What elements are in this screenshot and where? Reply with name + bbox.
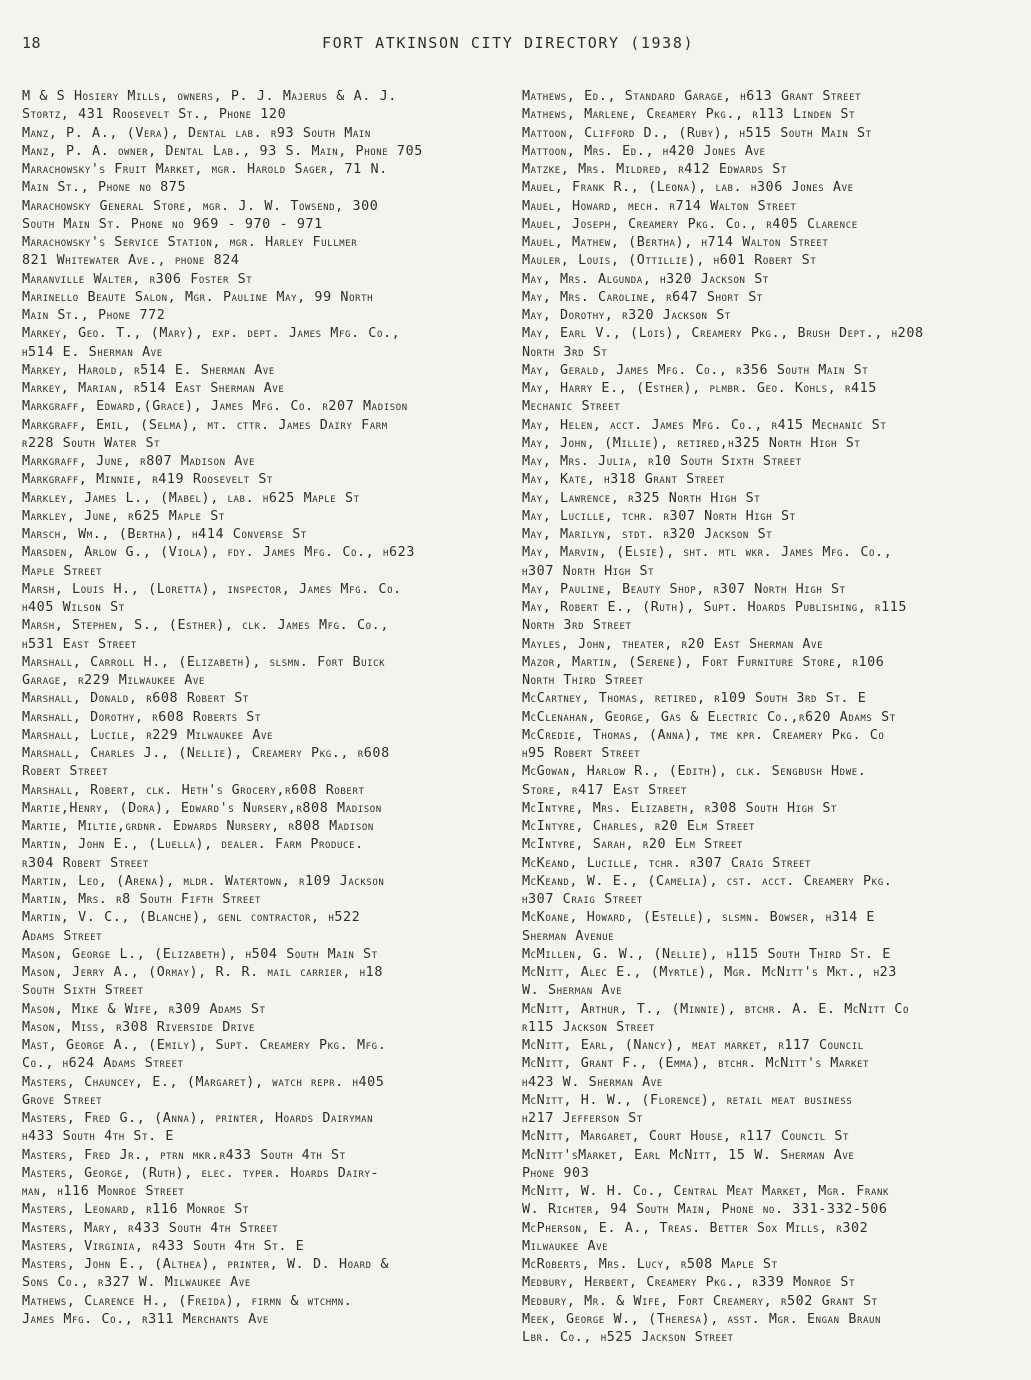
entry-line: May, Robert E., (Ruth), Supt. Hoards Publishing, r115 <box>522 600 908 615</box>
entry-line: Mason, Mike & Wife, r309 Adams St <box>22 1001 266 1017</box>
entry-continuation-line: r304 Robert Street <box>22 855 149 871</box>
entry-line: Martin, John E., (Luella), dealer. Farm Produce. <box>22 837 364 853</box>
directory-entry <box>522 325 1017 362</box>
directory-column-left <box>22 88 512 1329</box>
directory-entry <box>22 873 512 891</box>
entry-line: Marshall, Lucile, r229 Milwaukee Ave <box>22 727 274 743</box>
directory-entry <box>522 599 1017 636</box>
directory-entry <box>522 453 1017 471</box>
entry-line: Markey, Harold, r514 E. Sherman Ave <box>22 362 275 378</box>
entry-line: Martie,Henry, (Dora), Edward's Nursery,r808 Madison <box>22 800 382 816</box>
directory-entry <box>522 1092 1017 1129</box>
entry-line: McNitt, Margaret, Court House, r117 Council St <box>522 1129 850 1145</box>
entry-line: McMillen, G. W., (Nellie), h115 South Third St. E <box>522 946 891 962</box>
entry-line: May, Earl V., (Lois), Creamery Pkg., Brush Dept., h208 <box>522 326 924 342</box>
entry-line: McIntyre, Mrs. Elizabeth, r308 South High St <box>522 800 838 816</box>
entry-line: McRoberts, Mrs. Lucy, r508 Maple St <box>522 1257 778 1272</box>
page-header <box>22 34 1009 54</box>
directory-entry <box>522 1256 1017 1274</box>
entry-line: Mattoon, Mrs. Ed., h420 Jones Ave <box>522 143 766 159</box>
page-number: 18 <box>22 34 42 52</box>
entry-line: May, Pauline, Beauty Shop, r307 North High St <box>522 581 846 597</box>
directory-entry <box>522 490 1017 508</box>
directory-entry <box>22 143 512 161</box>
directory-entry <box>22 1110 512 1147</box>
entry-line: Masters, George, (Ruth), elec. typer. Hoards Dairy- <box>22 1165 380 1181</box>
entry-continuation-line: James Mfg. Co., r311 Merchants Ave <box>22 1311 269 1327</box>
entry-line: May, Mrs. Julia, r10 South Sixth Street <box>522 454 802 469</box>
directory-entry <box>22 125 512 143</box>
entry-continuation-line: South Main St. Phone no 969 - 970 - 971 <box>22 216 323 232</box>
entry-continuation-line: Robert Street <box>22 764 109 780</box>
directory-entry <box>522 198 1017 216</box>
directory-entry <box>22 1220 512 1238</box>
entry-line: McNitt, H. W., (Florence), retail meat business <box>522 1092 853 1108</box>
entry-line: McKeand, W. E., (Camelia), cst. acct. Creamery Pkg. <box>522 873 893 889</box>
directory-entry <box>22 289 512 326</box>
directory-entry <box>522 1293 1017 1311</box>
entry-line: McKoane, Howard, (Estelle), slsmn. Bowser, h314 E <box>522 910 876 926</box>
entry-continuation-line: Co., h624 Adams Street <box>22 1056 184 1072</box>
entry-continuation-line: W. Richter, 94 South Main, Phone no. 331-332-506 <box>522 1202 888 1218</box>
directory-entry <box>522 380 1017 417</box>
directory-entry <box>522 526 1017 544</box>
directory-entry <box>522 88 1017 106</box>
directory-entry <box>22 818 512 836</box>
entry-continuation-line: North 3rd Street <box>522 618 632 634</box>
entry-continuation-line: h307 Craig Street <box>522 892 643 907</box>
entry-line: McIntyre, Charles, r20 Elm Street <box>522 819 755 834</box>
entry-line: Marsh, Louis H., (Loretta), inspector, James Mfg. Co. <box>22 581 402 597</box>
directory-entry <box>522 1147 1017 1184</box>
entry-line: McIntyre, Sarah, r20 Elm Street <box>522 837 743 853</box>
entry-continuation-line: r228 South Water St <box>22 435 161 451</box>
directory-entry <box>522 818 1017 836</box>
directory-entry <box>522 252 1017 270</box>
entry-line: McPherson, E. A., Treas. Better Sox Mills, r302 <box>522 1220 869 1236</box>
entry-continuation-line: 821 Whitewater Ave., phone 824 <box>22 253 240 269</box>
directory-entry <box>522 855 1017 873</box>
entry-continuation-line: Garage, r229 Milwaukee Ave <box>22 673 205 688</box>
entry-line: Masters, Fred Jr., ptrn mkr.r433 South 4th St <box>22 1147 346 1163</box>
entry-line: Mauel, Frank R., (Leona), lab. h306 Jones Ave <box>522 180 854 196</box>
directory-entry <box>22 398 512 416</box>
directory-entry <box>522 1055 1017 1092</box>
directory-entry <box>22 417 512 454</box>
entry-continuation-line: man, h116 Monroe Street <box>22 1184 185 1199</box>
directory-entry <box>22 198 512 235</box>
entry-continuation-line: h531 East Street <box>22 636 137 652</box>
entry-continuation-line: Maple Street <box>22 563 103 579</box>
directory-entry <box>522 1183 1017 1220</box>
directory-entry <box>22 745 512 782</box>
entry-line: McNitt, W. H. Co., Central Meat Market, Mgr. Frank <box>522 1184 890 1199</box>
entry-continuation-line: h405 Wilson St <box>22 600 125 615</box>
entry-continuation-line: h307 North High St <box>522 563 655 579</box>
entry-line: Mattoon, Clifford D., (Ruby), h515 South Main St <box>522 125 872 141</box>
directory-entry <box>522 836 1017 854</box>
directory-column-right <box>522 88 1017 1347</box>
directory-entry <box>522 636 1017 654</box>
entry-continuation-line: h514 E. Sherman Ave <box>22 344 163 360</box>
entry-continuation-line: W. Sherman Ave <box>522 983 623 999</box>
entry-continuation-line: North 3rd St <box>522 344 608 360</box>
entry-continuation-line: South Sixth Street <box>22 983 144 999</box>
entry-line: Medbury, Mr. & Wife, Fort Creamery, r502 Grant St <box>522 1293 878 1309</box>
entry-line: Maranville Walter, r306 Foster St <box>22 271 253 287</box>
entry-continuation-line: Sherman Avenue <box>522 928 615 944</box>
entry-line: Masters, Leonard, r116 Monroe St <box>22 1202 249 1218</box>
directory-entry <box>22 271 512 289</box>
entry-line: Mauel, Joseph, Creamery Pkg. Co., r405 Clarence <box>522 216 858 232</box>
entry-line: Matzke, Mrs. Mildred, r412 Edwards St <box>522 162 787 177</box>
entry-line: Mathews, Ed., Standard Garage, h613 Grant Street <box>522 89 862 104</box>
directory-entry <box>522 654 1017 691</box>
directory-entry <box>522 417 1017 435</box>
entry-line: Manz, P. A., (Vera), Dental lab. r93 South Main <box>22 125 371 141</box>
directory-entry <box>22 453 512 471</box>
directory-entry <box>22 891 512 909</box>
entry-line: McCredie, Thomas, (Anna), tme kpr. Creamery Pkg. Co <box>522 727 885 743</box>
entry-line: May, Lucille, tchr. r307 North High St <box>522 508 796 524</box>
directory-entry <box>522 763 1017 800</box>
directory-entry <box>522 581 1017 599</box>
running-head-title: FORT ATKINSON CITY DIRECTORY (1938) <box>322 34 695 52</box>
directory-entry <box>22 490 512 508</box>
directory-entry <box>522 435 1017 453</box>
directory-entry <box>522 362 1017 380</box>
entry-line: Marshall, Charles J., (Nellie), Creamery Pkg., r608 <box>22 746 390 761</box>
entry-line: May, Helen, acct. James Mfg. Co., r415 Mechanic St <box>522 417 887 433</box>
directory-entry <box>22 727 512 745</box>
entry-line: McKeand, Lucille, tchr. r307 Craig Street <box>522 855 812 871</box>
directory-entry <box>22 1238 512 1256</box>
entry-continuation-line: Milwaukee Ave <box>522 1238 609 1254</box>
entry-line: McGowan, Harlow R., (Edith), clk. Sengbush Hdwe. <box>522 764 867 780</box>
entry-line: McNitt, Alec E., (Myrtle), Mgr. McNitt's Mkt., h23 <box>522 965 897 980</box>
entry-line: Mast, George A., (Emily), Supt. Creamery Pkg. Mfg. <box>22 1038 387 1053</box>
directory-entry <box>22 234 512 271</box>
entry-line: May, Dorothy, r320 Jackson St <box>522 308 731 323</box>
directory-entry <box>22 1037 512 1074</box>
directory-entry <box>22 325 512 362</box>
entry-line: Meek, George W., (Theresa), asst. Mgr. Engan Braun <box>522 1311 882 1327</box>
directory-entry <box>22 544 512 581</box>
directory-entry <box>522 125 1017 143</box>
entry-line: Martin, Mrs. r8 South Fifth Street <box>22 892 261 907</box>
entry-line: Marachowsky General Store, mgr. J. W. Towsend, 300 <box>22 198 379 214</box>
directory-entry <box>522 964 1017 1001</box>
entry-continuation-line: Sons Co., r327 W. Milwaukee Ave <box>22 1275 251 1291</box>
entry-line: May, Kate, h318 Grant Street <box>522 472 725 488</box>
entry-line: Markey, Marian, r514 East Sherman Ave <box>22 381 285 396</box>
entry-line: May, Mrs. Caroline, r647 Short St <box>522 289 763 305</box>
directory-entry <box>22 1001 512 1019</box>
directory-entry <box>522 106 1017 124</box>
directory-entry <box>22 471 512 489</box>
directory-entry <box>522 946 1017 964</box>
entry-continuation-line: h423 W. Sherman Ave <box>522 1074 663 1090</box>
entry-line: Masters, Mary, r433 South 4th Street <box>22 1220 279 1236</box>
directory-entry <box>22 782 512 800</box>
entry-continuation-line: h433 South 4th St. E <box>22 1129 175 1145</box>
directory-entry <box>22 362 512 380</box>
entry-continuation-line: Mechanic Street <box>522 399 621 415</box>
directory-entry <box>522 471 1017 489</box>
entry-continuation-line: Stortz, 431 Roosevelt St., Phone 120 <box>22 107 287 123</box>
directory-entry <box>522 289 1017 307</box>
entry-line: McClenahan, George, Gas & Electric Co.,r620 Adams St <box>522 709 896 725</box>
directory-entry <box>522 709 1017 727</box>
entry-line: M & S Hosiery Mills, owners, P. J. Majerus & A. J. <box>22 89 397 104</box>
entry-line: Masters, John E., (Althea), printer, W. D. Hoard & <box>22 1257 390 1272</box>
directory-entry <box>22 88 512 125</box>
entry-line: Markey, Geo. T., (Mary), exp. dept. James Mfg. Co., <box>22 326 401 342</box>
directory-entry <box>522 1037 1017 1055</box>
entry-line: Mayles, John, theater, r20 East Sherman Ave <box>522 636 824 652</box>
directory-entry <box>22 946 512 964</box>
directory-entry <box>22 1147 512 1165</box>
entry-continuation-line: Main St., Phone no 875 <box>22 180 187 196</box>
directory-entry <box>522 179 1017 197</box>
entry-continuation-line: North Third Street <box>522 673 644 688</box>
entry-line: Markgraff, Minnie, r419 Roosevelt St <box>22 472 274 488</box>
entry-line: McNitt, Earl, (Nancy), meat market, r117 Council <box>522 1038 864 1053</box>
entry-line: Marshall, Carroll H., (Elizabeth), slsmn. Fort Buick <box>22 654 386 670</box>
entry-line: Masters, Fred G., (Anna), printer, Hoards Dairyman <box>22 1111 374 1126</box>
directory-entry <box>22 964 512 1001</box>
directory-entry <box>22 690 512 708</box>
entry-continuation-line: Phone 903 <box>522 1165 590 1181</box>
entry-line: May, Gerald, James Mfg. Co., r356 South Main St <box>522 362 869 378</box>
entry-continuation-line: Lbr. Co., h525 Jackson Street <box>522 1330 734 1345</box>
entry-line: Mason, George L., (Elizabeth), h504 South Main St <box>22 946 378 962</box>
entry-line: Marshall, Dorothy, r608 Roberts St <box>22 709 261 725</box>
directory-entry <box>522 508 1017 526</box>
entry-line: May, Mrs. Algunda, h320 Jackson St <box>522 271 769 287</box>
directory-entry <box>522 544 1017 581</box>
entry-continuation-line: r115 Jackson Street <box>522 1019 655 1035</box>
entry-line: Martie, Miltie,grdnr. Edwards Nursery, r808 Madison <box>22 819 374 834</box>
entry-line: McNitt, Arthur, T., (Minnie), btchr. A. E. McNitt Co <box>522 1001 909 1017</box>
directory-entry <box>522 161 1017 179</box>
directory-entry <box>22 617 512 654</box>
directory-entry <box>22 526 512 544</box>
entry-line: Mathews, Marlene, Creamery Pkg., r113 Linden St <box>522 107 856 123</box>
entry-line: Mauel, Mathew, (Bertha), h714 Walton Street <box>522 235 829 250</box>
entry-line: May, Lawrence, r325 North High St <box>522 490 761 506</box>
directory-entry <box>22 800 512 818</box>
entry-continuation-line: h217 Jefferson St <box>522 1111 643 1126</box>
directory-entry <box>22 161 512 198</box>
entry-line: Manz, P. A. owner, Dental Lab., 93 S. Main, Phone 705 <box>22 143 423 159</box>
directory-entry <box>22 1165 512 1202</box>
entry-line: Marsden, Arlow G., (Viola), fdy. James Mfg. Co., h623 <box>22 545 415 561</box>
entry-line: Mauler, Louis, (Ottillie), h601 Robert St <box>522 253 817 269</box>
directory-entry <box>522 143 1017 161</box>
entry-line: Mason, Jerry A., (Ormay), R. R. mail carrier, h18 <box>22 965 383 980</box>
entry-line: Masters, Chauncey, E., (Margaret), watch repr. h405 <box>22 1074 385 1090</box>
directory-entry <box>22 654 512 691</box>
entry-line: Martin, Leo, (Arena), mldr. Watertown, r109 Jackson <box>22 873 385 889</box>
entry-line: Markgraff, June, r807 Madison Ave <box>22 454 255 469</box>
entry-continuation-line: Adams Street <box>22 928 103 944</box>
directory-entry <box>522 271 1017 289</box>
directory-entry <box>22 1293 512 1330</box>
entry-continuation-line: h95 Robert Street <box>522 746 641 761</box>
entry-line: May, John, (Millie), retired,h325 North High St <box>522 435 861 451</box>
entry-continuation-line: Grove Street <box>22 1092 103 1108</box>
entry-line: Markgraff, Emil, (Selma), mt. cttr. James Dairy Farm <box>22 417 388 433</box>
entry-line: Marachowsky's Service Station, mgr. Harley Fullmer <box>22 235 358 250</box>
entry-line: McCartney, Thomas, retired, r109 South 3rd St. E <box>522 691 867 707</box>
directory-entry <box>522 307 1017 325</box>
directory-entry <box>522 216 1017 234</box>
entry-line: Markley, James L., (Mabel), lab. h625 Maple St <box>22 490 360 506</box>
directory-entry <box>522 727 1017 764</box>
entry-line: May, Marilyn, stdt. r320 Jackson St <box>522 527 773 542</box>
directory-entry <box>22 508 512 526</box>
directory-entry <box>22 581 512 618</box>
entry-line: Medbury, Herbert, Creamery Pkg., r339 Monroe St <box>522 1275 856 1291</box>
directory-entry <box>22 909 512 946</box>
directory-entry <box>522 800 1017 818</box>
entry-line: Markgraff, Edward,(Grace), James Mfg. Co. r207 Madison <box>22 399 408 415</box>
directory-entry <box>522 1220 1017 1257</box>
directory-entry <box>522 1001 1017 1038</box>
entry-line: Marsch, Wm., (Bertha), h414 Converse St <box>22 527 307 542</box>
directory-entry <box>22 1074 512 1111</box>
entry-line: May, Marvin, (Elsie), sht. mtl wkr. James Mfg. Co., <box>522 545 893 561</box>
entry-line: Marsh, Stephen, S., (Esther), clk. James Mfg. Co., <box>22 618 390 634</box>
entry-line: May, Harry E., (Esther), plmbr. Geo. Kohls, r415 <box>522 381 877 396</box>
entry-continuation-line: Store, r417 East Street <box>522 782 687 798</box>
entry-line: Mauel, Howard, mech. r714 Walton Street <box>522 198 797 214</box>
directory-entry <box>22 1019 512 1037</box>
entry-line: Mason, Miss, r308 Riverside Drive <box>22 1019 255 1035</box>
directory-entry <box>522 1128 1017 1146</box>
directory-entry <box>522 1311 1017 1348</box>
directory-entry <box>22 1201 512 1219</box>
entry-line: Mathews, Clarence H., (Freida), firmn & wtchmn. <box>22 1293 353 1309</box>
entry-line: Marinello Beaute Salon, Mgr. Pauline May, 99 North <box>22 289 374 305</box>
entry-line: Marachowsky's Fruit Market, mgr. Harold Sager, 71 N. <box>22 162 388 177</box>
directory-entry <box>22 380 512 398</box>
entry-continuation-line: Main St., Phone 772 <box>22 308 166 323</box>
entry-line: Marshall, Donald, r608 Robert St <box>22 691 249 707</box>
entry-line: Masters, Virginia, r433 South 4th St. E <box>22 1238 305 1254</box>
directory-entry <box>22 836 512 873</box>
directory-entry <box>22 1256 512 1293</box>
directory-entry <box>522 234 1017 252</box>
directory-entry <box>522 873 1017 910</box>
entry-line: McNitt, Grant F., (Emma), btchr. McNitt's Market <box>522 1056 870 1072</box>
directory-entry <box>522 909 1017 946</box>
entry-line: Mazor, Martin, (Serene), Fort Furniture Store, r106 <box>522 654 885 670</box>
entry-line: Marshall, Robert, clk. Heth's Grocery,r608 Robert <box>22 782 365 798</box>
entry-line: McNitt'sMarket, Earl McNitt, 15 W. Sherman Ave <box>522 1147 855 1163</box>
directory-entry <box>22 709 512 727</box>
directory-entry <box>522 1274 1017 1292</box>
entry-line: Markley, June, r625 Maple St <box>22 508 225 524</box>
entry-line: Martin, V. C., (Blanche), genl contractor, h522 <box>22 910 361 926</box>
directory-entry <box>522 690 1017 708</box>
